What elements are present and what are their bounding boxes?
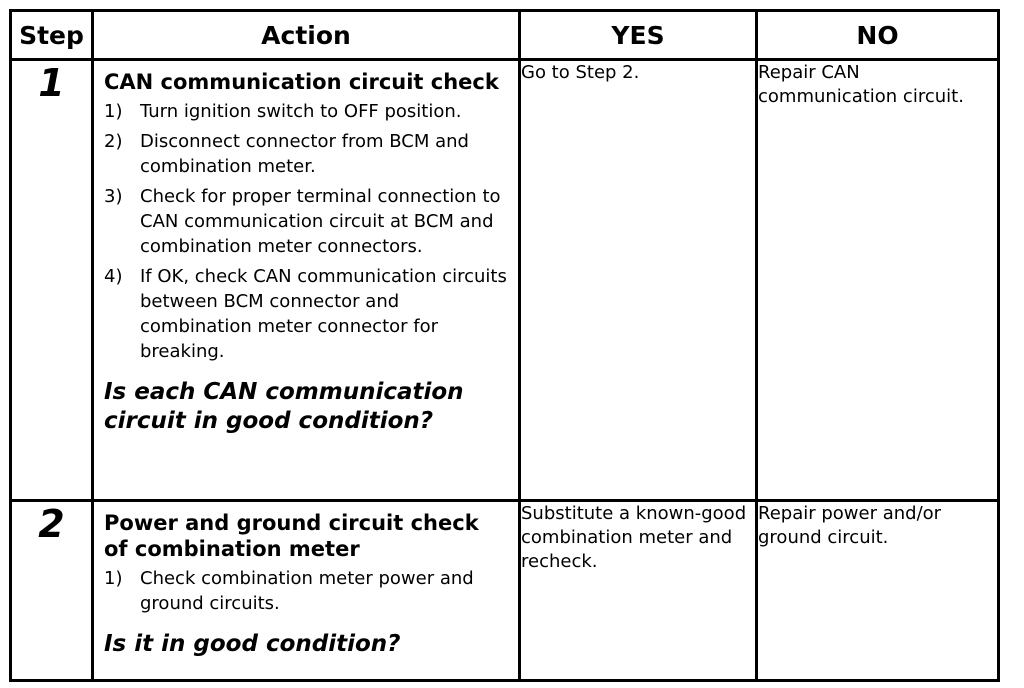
list-item — [104, 264, 508, 364]
action-title: Power and ground circuit check of combination meter — [104, 511, 479, 561]
header-yes: YES — [520, 11, 757, 60]
no-cell: Repair power and/or ground circuit. — [757, 501, 999, 681]
item-number: 1) — [104, 568, 123, 589]
item-number: 1) — [104, 101, 123, 122]
no-cell: Repair CAN communication circuit. — [757, 60, 999, 501]
yes-cell: Substitute a known-good combination meter and recheck. — [520, 501, 757, 681]
action-title: CAN communication circuit check — [104, 70, 499, 94]
header-step: Step — [11, 11, 93, 60]
item-text: Turn ignition switch to OFF position. — [140, 101, 462, 122]
item-number: 3) — [104, 186, 123, 207]
question-text: Is each CAN communication circuit in good condition? — [104, 379, 464, 434]
question-text: Is it in good condition? — [104, 631, 401, 657]
action-steps — [104, 99, 508, 364]
table-row — [11, 60, 999, 501]
table-row — [11, 501, 999, 681]
action-steps — [104, 566, 508, 616]
list-item — [104, 566, 508, 616]
item-text: Disconnect connector from BCM and combination meter. — [140, 131, 469, 177]
step-number: 2 — [11, 501, 93, 681]
item-text: Check for proper terminal connection to CAN communication circuit at BCM and combination meter connectors. — [140, 186, 501, 257]
item-text: Check combination meter power and ground circuits. — [140, 568, 474, 614]
header-no: NO — [757, 11, 999, 60]
list-item — [104, 129, 508, 179]
yes-cell: Go to Step 2. — [520, 60, 757, 501]
item-number: 2) — [104, 131, 123, 152]
list-item — [104, 184, 508, 259]
header-action: Action — [93, 11, 520, 60]
list-item — [104, 99, 508, 124]
item-text: If OK, check CAN communication circuits between BCM connector and combination meter connector for breaking. — [140, 266, 507, 362]
diagnostic-table — [9, 9, 1000, 682]
item-number: 4) — [104, 266, 123, 287]
action-cell — [93, 60, 520, 501]
action-cell — [93, 501, 520, 681]
step-number: 1 — [11, 60, 93, 501]
header-row — [11, 11, 999, 60]
